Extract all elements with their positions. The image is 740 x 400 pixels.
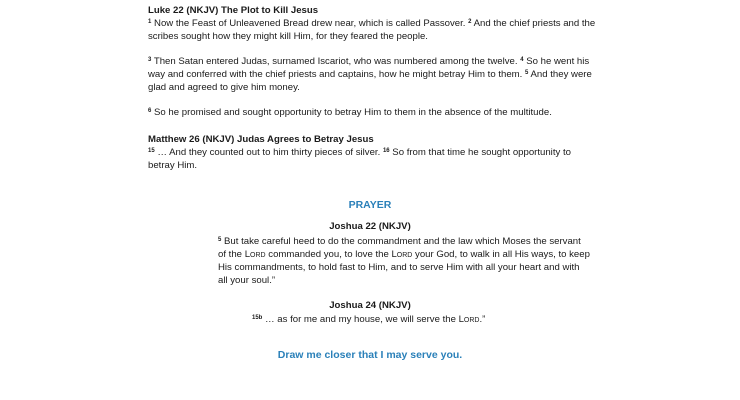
closing-line: Draw me closer that I may serve you. xyxy=(277,349,463,361)
verse-text: But take careful heed to do the commandment and the law which Moses the servant of the xyxy=(218,236,581,260)
verse-number: 2 xyxy=(468,19,472,25)
luke-passage xyxy=(148,4,600,43)
verse-number: 1 xyxy=(148,19,152,25)
verse-text: your God, to walk in all His ways, to keep His commandments, to hold fast to Him, and to serve Him with all your heart and with all your soul.” xyxy=(218,249,590,286)
verse-number: 5 xyxy=(525,70,529,76)
verse-text: … as for me and my house, we will serve the xyxy=(265,314,456,325)
verse-text: And the chief priests and the scribes sought how they might kill Him, for they feared the people. xyxy=(148,18,596,42)
prayer-title: PRAYER xyxy=(348,199,392,211)
verse-number: 6 xyxy=(148,108,152,114)
verse-text: So he went his way and conferred with the chief priests and captains, how he might betray Him to them. xyxy=(148,56,590,80)
verse-number: 16 xyxy=(382,148,390,154)
verse-text: … And they counted out to him thirty pieces of silver. xyxy=(157,147,381,158)
luke-heading: Luke 22 (NKJV) The Plot to Kill Jesus xyxy=(148,5,319,16)
matthew-passage xyxy=(148,133,600,172)
verse-text: So he promised and sought opportunity to betray Him to them in the absence of the multitude. xyxy=(154,107,552,118)
verse-number: 15b xyxy=(252,315,263,321)
verse-number: 5 xyxy=(218,237,222,243)
luke-paragraph-3 xyxy=(148,106,600,119)
luke-paragraph-2 xyxy=(148,55,600,94)
matthew-paragraph xyxy=(148,146,600,172)
lord-smallcaps: Lord xyxy=(391,249,413,260)
verse-number: 3 xyxy=(148,57,152,63)
verse-text: .” xyxy=(479,314,486,325)
joshua24-heading: Joshua 24 (NKJV) xyxy=(329,300,411,311)
verse-text: commanded you, to love the xyxy=(268,249,389,260)
verse-number: 4 xyxy=(520,57,524,63)
joshua22-paragraph xyxy=(218,235,590,287)
lord-smallcaps: Lord xyxy=(244,249,266,260)
verse-text: So from that time he sought opportunity to betray Him. xyxy=(148,147,571,171)
verse-text: Now the Feast of Unleavened Bread drew near, which is called Passover. xyxy=(154,18,466,29)
matthew-heading: Matthew 26 (NKJV) Judas Agrees to Betray Jesus xyxy=(148,134,374,145)
joshua24-paragraph xyxy=(252,313,624,326)
verse-text: And they were glad and agreed to give him money. xyxy=(148,69,592,93)
lord-smallcaps: Lord xyxy=(458,314,480,325)
luke-paragraph-1 xyxy=(148,17,600,43)
verse-text: Then Satan entered Judas, surnamed Iscariot, who was numbered among the twelve. xyxy=(153,56,518,67)
joshua22-heading: Joshua 22 (NKJV) xyxy=(329,221,411,232)
verse-number: 15 xyxy=(148,148,155,154)
